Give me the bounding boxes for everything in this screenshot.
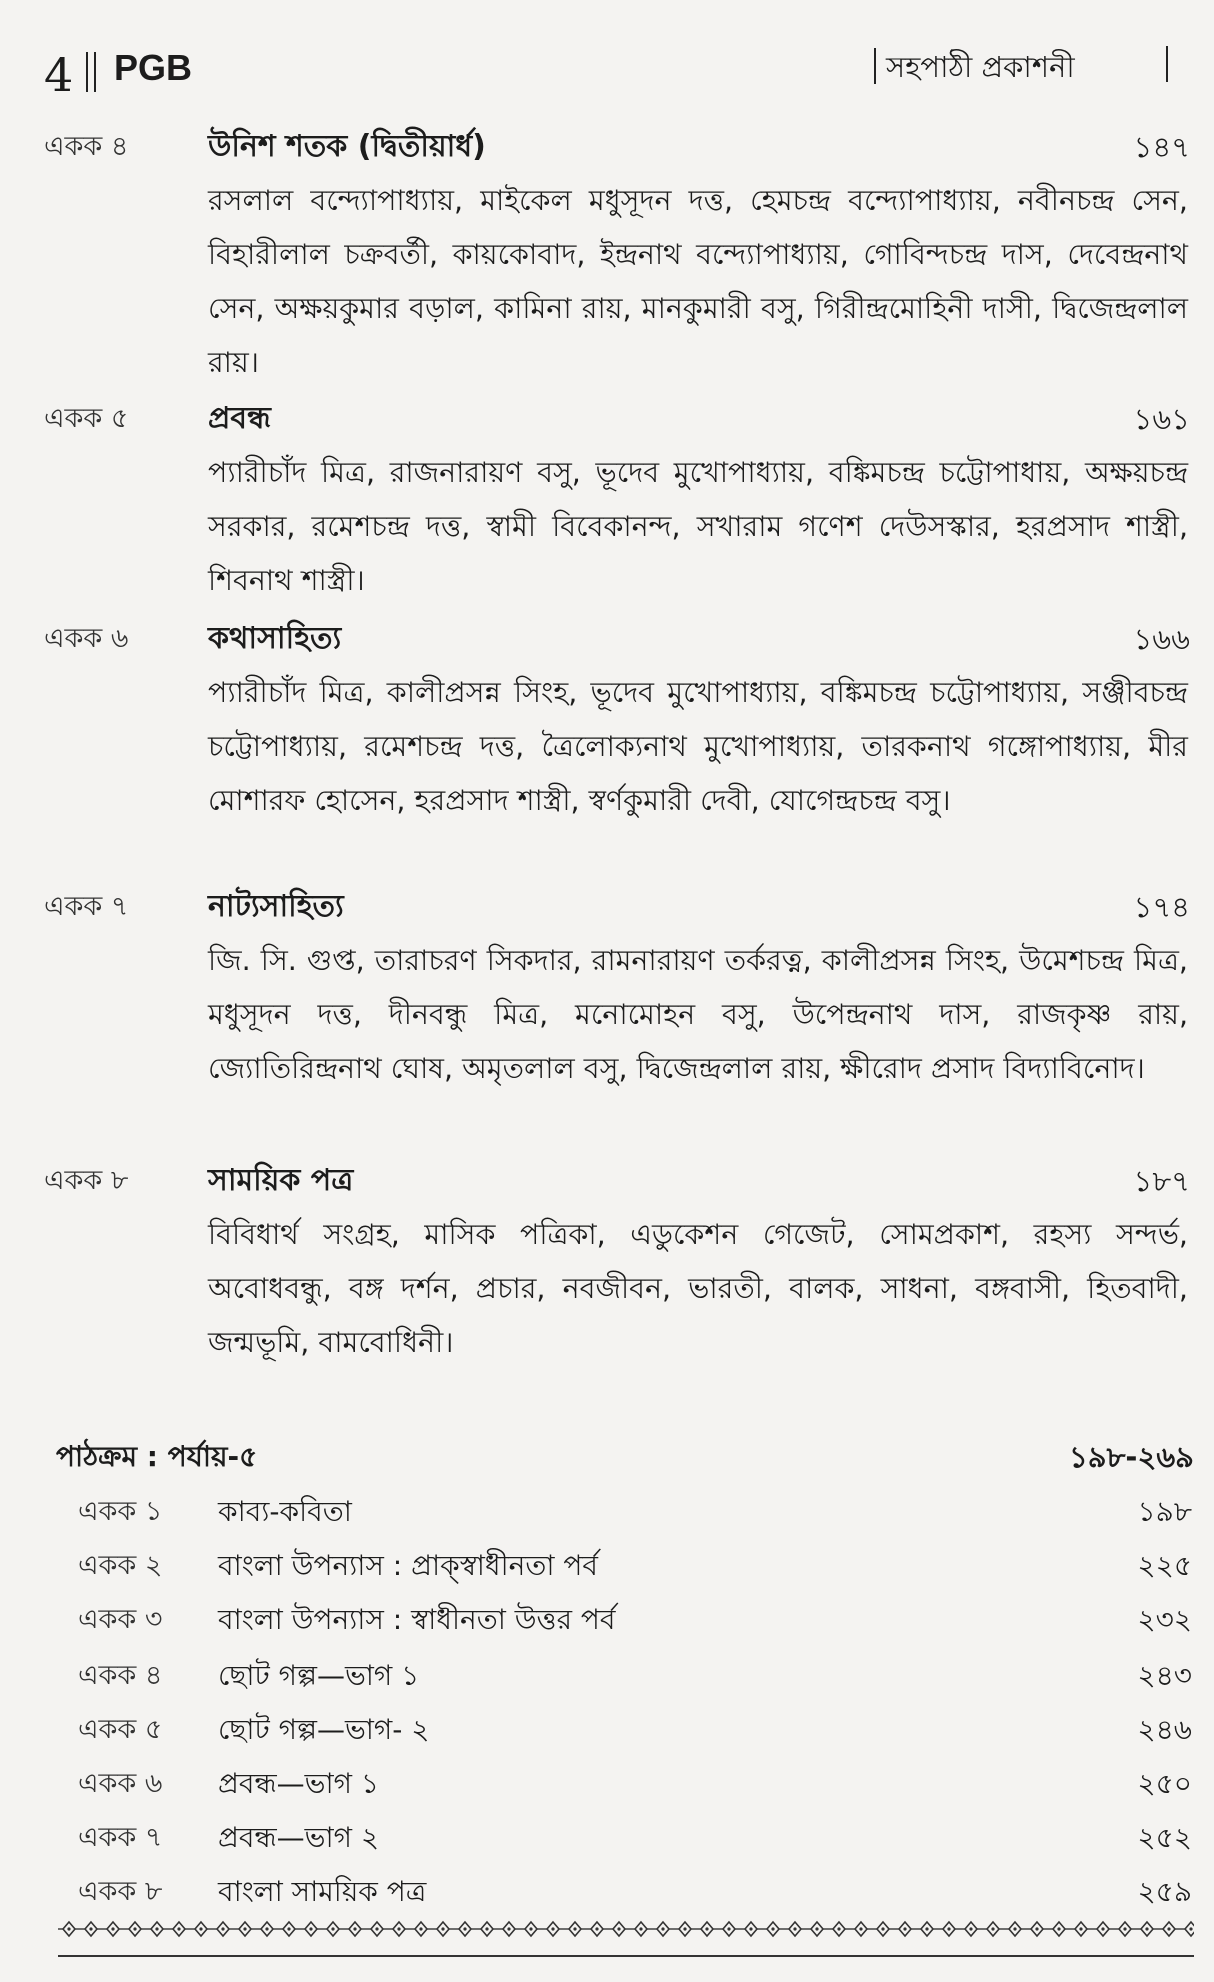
toc-unit-title: প্রবন্ধ—ভাগ ২ [218,1821,380,1854]
toc-unit-label: একক ৫ [78,1714,163,1745]
toc-unit-title: প্রবন্ধ—ভাগ ১ [218,1767,380,1800]
unit-page: ১৬৬ [1133,622,1190,656]
unit-page: ১৬১ [1133,402,1190,436]
toc-row [0,1650,1214,1702]
toc-row [0,1594,1214,1646]
toc-unit-title: ছোট গল্প—ভাগ- ২ [218,1713,430,1746]
toc-row [0,1758,1214,1810]
toc-unit-page: ২৫২ [1137,1821,1192,1854]
course-code: PGB [114,47,193,88]
toc-unit-label: একক ১ [78,1496,163,1527]
toc-row [0,1866,1214,1918]
toc-unit-label: একক ৭ [78,1822,163,1853]
unit-label: একক ৪ [44,131,129,162]
footer-rule [58,1955,1194,1957]
unit-authors: প্যারীচাঁদ মিত্র, রাজনারায়ণ বসু, ভূদেব মুখোপাধ্যায়, বঙ্কিমচন্দ্র চট্টোপাধায়, অক্ষয়চন্দ্র সরকার, রমেশচন্দ্র দত্ত, স্বামী বিবেকানন্দ, সখারাম গণেশ দেউসস্কার, হরপ্রসাদ শাস্ত্রী, শিবনাথ শাস্ত্রী। [208,456,1188,597]
publisher-bar-left [874,48,876,84]
unit-authors: বিবিধার্থ সংগ্রহ, মাসিক পত্রিকা, এডুকেশন গেজেট, সোমপ্রকাশ, রহস্য সন্দর্ভ, অবোধবন্ধু, বঙ্গ দর্শন, প্রচার, নবজীবন, ভারতী, বালক, সাধনা, বঙ্গবাসী, হিতবাদী, জন্মভূমি, বামবোধিনী। [208,1218,1188,1359]
toc-unit-title: বাংলা সাময়িক পত্র [218,1875,427,1908]
unit-label: একক ৬ [44,623,129,654]
toc-unit-page: ২৪৩ [1137,1659,1192,1692]
toc-row [0,1812,1214,1864]
header-divider [94,52,96,92]
toc-unit-page: ২৩২ [1137,1603,1192,1636]
unit-page: ১৪৭ [1133,130,1190,164]
toc-unit-page: ১৯৮ [1137,1495,1192,1528]
toc-unit-label: একক ২ [78,1550,163,1581]
toc-unit-label: একক ৩ [78,1604,163,1635]
toc-unit-page: ২৫০ [1137,1767,1192,1800]
publisher-bar-right [1166,46,1168,82]
toc-unit-title: কাব্য-কবিতা [218,1495,352,1528]
toc-unit-page: ২৫৯ [1137,1875,1192,1908]
toc-unit-page: ২২৫ [1137,1549,1192,1582]
syllabus-page-range: ১৯৮-২৬৯ [1068,1440,1194,1474]
unit-authors: জি. সি. গুপ্ত, তারাচরণ সিকদার, রামনারায়ণ তর্করত্ন, কালীপ্রসন্ন সিংহ, উমেশচন্দ্র মিত্র, মধুসূদন দত্ত, দীনবন্ধু মিত্র, মনোমোহন বসু, উপেন্দ্রনাথ দাস, রাজকৃষ্ণ রায়, জ্যোতিরিন্দ্রনাথ ঘোষ, অমৃতলাল বসু, দ্বিজেন্দ্রলাল রায়, ক্ষীরোদ প্রসাদ বিদ্যাবিনোদ। [208,944,1188,1085]
unit-title: উনিশ শতক (দ্বিতীয়ার্ধ) [208,129,486,164]
unit-label: একক ৭ [44,891,129,922]
page-number: 4 [44,48,74,102]
toc-unit-page: ২৪৬ [1137,1713,1192,1746]
unit-authors: রসলাল বন্দ্যোপাধ্যায়, মাইকেল মধুসূদন দত্ত, হেমচন্দ্র বন্দ্যোপাধ্যায়, নবীনচন্দ্র সেন, বিহারীলাল চক্রবর্তী, কায়কোবাদ, ইন্দ্রনাথ বন্দ্যোপাধ্যায়, গোবিন্দচন্দ্র দাস, দেবেন্দ্রনাথ সেন, অক্ষয়কুমার বড়াল, কামিনা রায়, মানকুমারী বসু, গিরীন্দ্রমোহিনী দাসী, দ্বিজেন্দ্রলাল রায়। [208,184,1188,379]
unit-label: একক ৮ [44,1165,129,1196]
toc-unit-label: একক ৮ [78,1876,163,1907]
unit-title: কথাসাহিত্য [208,621,342,656]
syllabus-heading: পাঠক্রম : পর্যায়-৫ [56,1440,258,1473]
unit-title: সাময়িক পত্র [208,1163,354,1198]
unit-label: একক ৫ [44,403,129,434]
publisher-name: সহপাঠী প্রকাশনী [886,50,1075,84]
toc-unit-label: একক ৬ [78,1768,163,1799]
toc-unit-title: বাংলা উপন্যাস : স্বাধীনতা উত্তর পর্ব [218,1603,616,1636]
unit-title: প্রবন্ধ [208,401,271,436]
header-divider [86,52,88,92]
toc-unit-title: ছোট গল্প—ভাগ ১ [218,1659,420,1692]
toc-row [0,1540,1214,1592]
footer-ornament [58,1919,1194,1939]
toc-row [0,1704,1214,1756]
toc-unit-label: একক ৪ [78,1660,163,1691]
unit-title: নাট্যসাহিত্য [208,889,344,924]
unit-page: ১৮৭ [1133,1164,1190,1198]
toc-unit-title: বাংলা উপন্যাস : প্রাক্‌স্বাধীনতা পর্ব [218,1549,598,1582]
unit-page: ১৭৪ [1133,890,1190,924]
toc-row [0,1486,1214,1538]
unit-authors: প্যারীচাঁদ মিত্র, কালীপ্রসন্ন সিংহ, ভূদেব মুখোপাধ্যায়, বঙ্কিমচন্দ্র চট্টোপাধ্যায়, সঞ্জীবচন্দ্র চট্টোপাধ্যায়, রমেশচন্দ্র দত্ত, ত্রৈলোক্যনাথ মুখোপাধ্যায়, তারকনাথ গঙ্গোপাধ্যায়, মীর মোশারফ হোসেন, হরপ্রসাদ শাস্ত্রী, স্বর্ণকুমারী দেবী, যোগেন্দ্রচন্দ্র বসু। [208,676,1188,817]
